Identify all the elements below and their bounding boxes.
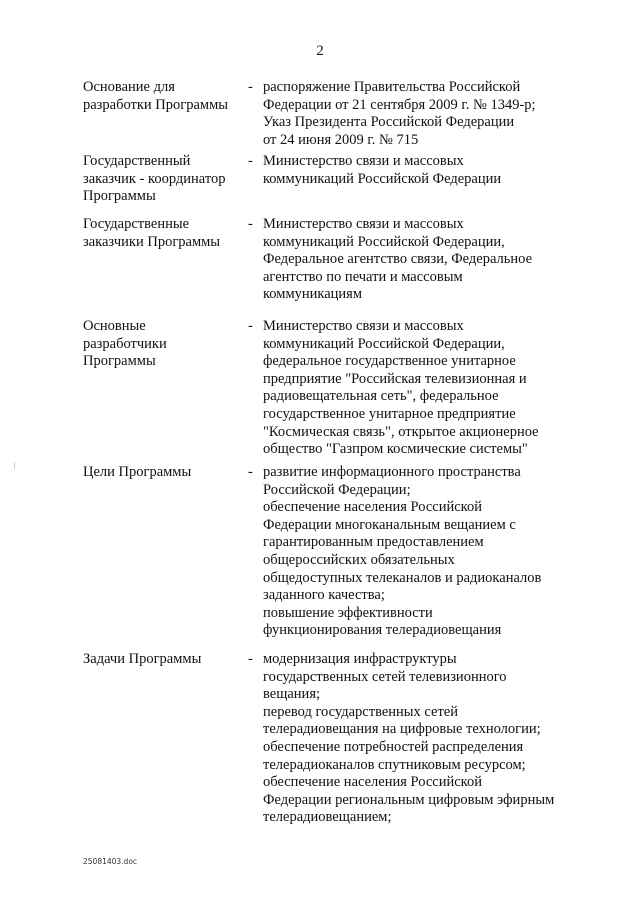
content-line: коммуникаций Российской Федерации	[263, 170, 502, 187]
content-line: Указ Президента Российской Федерации	[263, 114, 515, 131]
label-line: Программы	[83, 353, 156, 370]
row-dash: -	[248, 318, 253, 334]
row-label	[83, 318, 248, 371]
content-line: коммуникациям	[263, 286, 363, 303]
label-line: Задачи Программы	[83, 651, 202, 667]
row-content	[263, 318, 593, 459]
content-line: Федерации многоканальным вещанием с	[263, 516, 516, 533]
content-line: Российской Федерации;	[263, 481, 411, 498]
content-line: общероссийских обязательных	[263, 551, 455, 568]
row-label	[83, 216, 248, 251]
content-line: от 24 июня 2009 г. № 715	[263, 131, 419, 148]
label-line: Государственные	[83, 216, 190, 232]
content-line: повышение эффективности	[263, 604, 433, 621]
content-line: Федеральное агентство связи, Федеральное	[263, 251, 533, 268]
content-line: государственное унитарное предприятие	[263, 405, 516, 422]
row-dash: -	[248, 79, 253, 95]
document-footer: 25081403.doc	[83, 857, 138, 866]
scan-mark	[14, 462, 15, 469]
label-line: Государственный	[83, 153, 191, 169]
row-label	[83, 464, 248, 482]
content-line: распоряжение Правительства Российской	[263, 79, 521, 95]
content-line: функционирования телерадиовещания	[263, 622, 502, 639]
label-line: разработчики	[83, 335, 167, 352]
row-content	[263, 153, 593, 188]
row-dash: -	[248, 153, 253, 169]
row-dash: -	[248, 464, 253, 480]
content-line: телерадиовещания на цифровые технологии;	[263, 721, 541, 738]
label-line: заказчик - координатор	[83, 170, 226, 187]
label-line: Программы	[83, 188, 156, 205]
content-line: "Космическая связь", открытое акционерное	[263, 423, 539, 440]
row-content	[263, 216, 593, 304]
label-line: разработки Программы	[83, 96, 228, 113]
content-line: развитие информационного пространства	[263, 464, 521, 480]
content-line: Министерство связи и массовых	[263, 153, 464, 169]
content-line: Федерации от 21 сентября 2009 г. № 1349-р;	[263, 96, 536, 113]
page-number: 2	[316, 43, 324, 59]
content-line: Министерство связи и массовых	[263, 216, 464, 232]
row-dash: -	[248, 216, 253, 232]
content-line: коммуникаций Российской Федерации,	[263, 335, 505, 352]
row-label	[83, 651, 248, 669]
content-line: обеспечение потребностей распределения	[263, 738, 524, 755]
label-line: Основные	[83, 318, 146, 334]
row-label	[83, 79, 248, 114]
label-line: заказчики Программы	[83, 233, 221, 250]
content-line: предприятие "Российская телевизионная и	[263, 370, 527, 387]
content-line: гарантированным предоставлением	[263, 534, 484, 551]
content-line: Федерации региональным цифровым эфирным	[263, 791, 555, 808]
content-line: коммуникаций Российской Федерации,	[263, 233, 505, 250]
content-line: государственных сетей телевизионного	[263, 668, 507, 685]
content-line: радиовещательная сеть", федеральное	[263, 388, 499, 405]
content-line: вещания;	[263, 686, 321, 703]
row-content	[263, 651, 593, 827]
content-line: модернизация инфраструктуры	[263, 651, 457, 667]
row-content	[263, 79, 593, 149]
row-label	[83, 153, 248, 206]
label-line: Основание для	[83, 79, 175, 95]
content-line: обеспечение населения Российской	[263, 774, 483, 791]
content-line: заданного качества;	[263, 587, 385, 604]
label-line: Цели Программы	[83, 464, 192, 480]
content-line: общество "Газпром космические системы"	[263, 441, 528, 458]
row-dash: -	[248, 651, 253, 667]
content-line: федеральное государственное унитарное	[263, 353, 516, 370]
row-content	[263, 464, 593, 640]
content-line: общедоступных телеканалов и радиоканалов	[263, 569, 542, 586]
content-line: обеспечение населения Российской	[263, 499, 483, 516]
content-line: агентство по печати и массовым	[263, 268, 463, 285]
content-line: Министерство связи и массовых	[263, 318, 464, 334]
content-line: телерадиовещанием;	[263, 809, 392, 826]
content-line: перевод государственных сетей	[263, 703, 458, 720]
content-line: телерадиоканалов спутниковым ресурсом;	[263, 756, 526, 773]
